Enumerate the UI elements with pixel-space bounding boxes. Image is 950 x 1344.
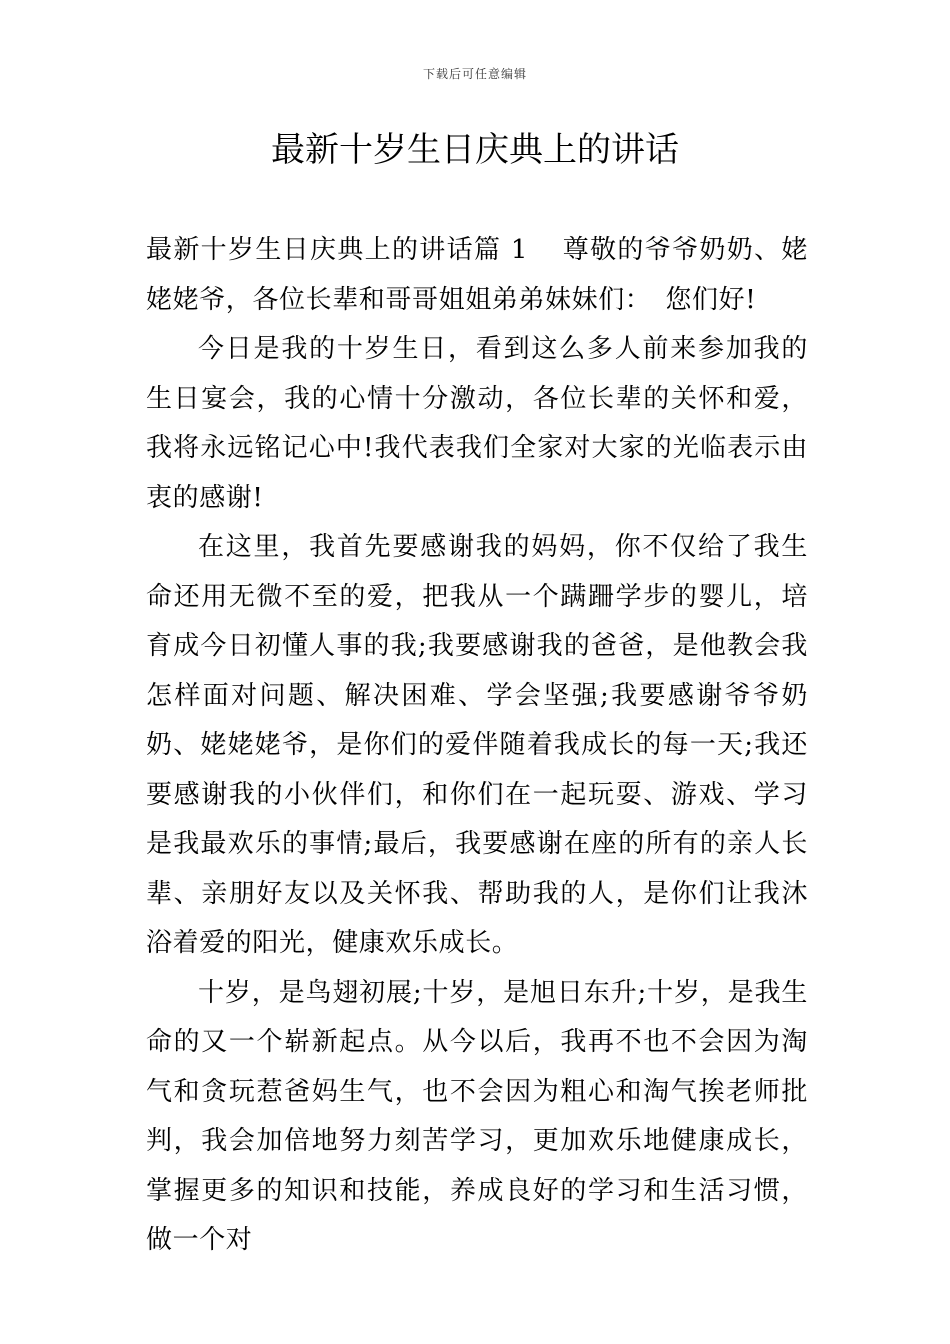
body-paragraph-2: 在这里，我首先要感谢我的妈妈，你不仅给了我生命还用无微不至的爱，把我从一个蹒跚学步的婴儿，培育成今日初懂人事的我;我要感谢我的爸爸，是他教会我怎样面对问题、解决困难、学会坚强;我要感谢爷爷奶奶、姥姥姥爷，是你们的爱伴随着我成长的每一天;我还要感谢我的小伙伴们，和你们在一起玩耍、游戏、学习是我最欢乐的事情;最后，我要感谢在座的所有的亲人长辈、亲朋好友以及关怀我、帮助我的人，是你们让我沐浴着爱的阳光，健康欢乐成长。 <box>146 532 808 958</box>
body-paragraph-1: 今日是我的十岁生日，看到这么多人前来参加我的生日宴会，我的心情十分激动，各位长辈的关怀和爱，我将永远铭记心中!我代表我们全家对大家的光临表示由衷的感谢! <box>146 334 808 513</box>
intro-paragraph <box>146 226 808 325</box>
document-body <box>146 226 808 1266</box>
intro-greeting: 尊敬的爷爷奶奶、姥姥姥爷，各位长辈和哥哥姐姐弟弟妹妹们： <box>146 235 808 315</box>
intro-heading: 最新十岁生日庆典上的讲话篇 1 <box>146 235 529 265</box>
header-note: 下载后可任意编辑 <box>422 67 527 81</box>
body-paragraph-3: 十岁，是鸟翅初展;十岁，是旭日东升;十岁，是我生命的又一个崭新起点。从今以后，我再不也不会因为淘气和贪玩惹爸妈生气，也不会因为粗心和淘气挨老师批判，我会加倍地努力刻苦学习，更加欢乐地健康成长，掌握更多的知识和技能，养成良好的学习和生活习惯，做一个对 <box>146 977 808 1255</box>
document-title: 最新十岁生日庆典上的讲话 <box>271 130 679 170</box>
intro-hello: 您们好! <box>665 284 757 315</box>
